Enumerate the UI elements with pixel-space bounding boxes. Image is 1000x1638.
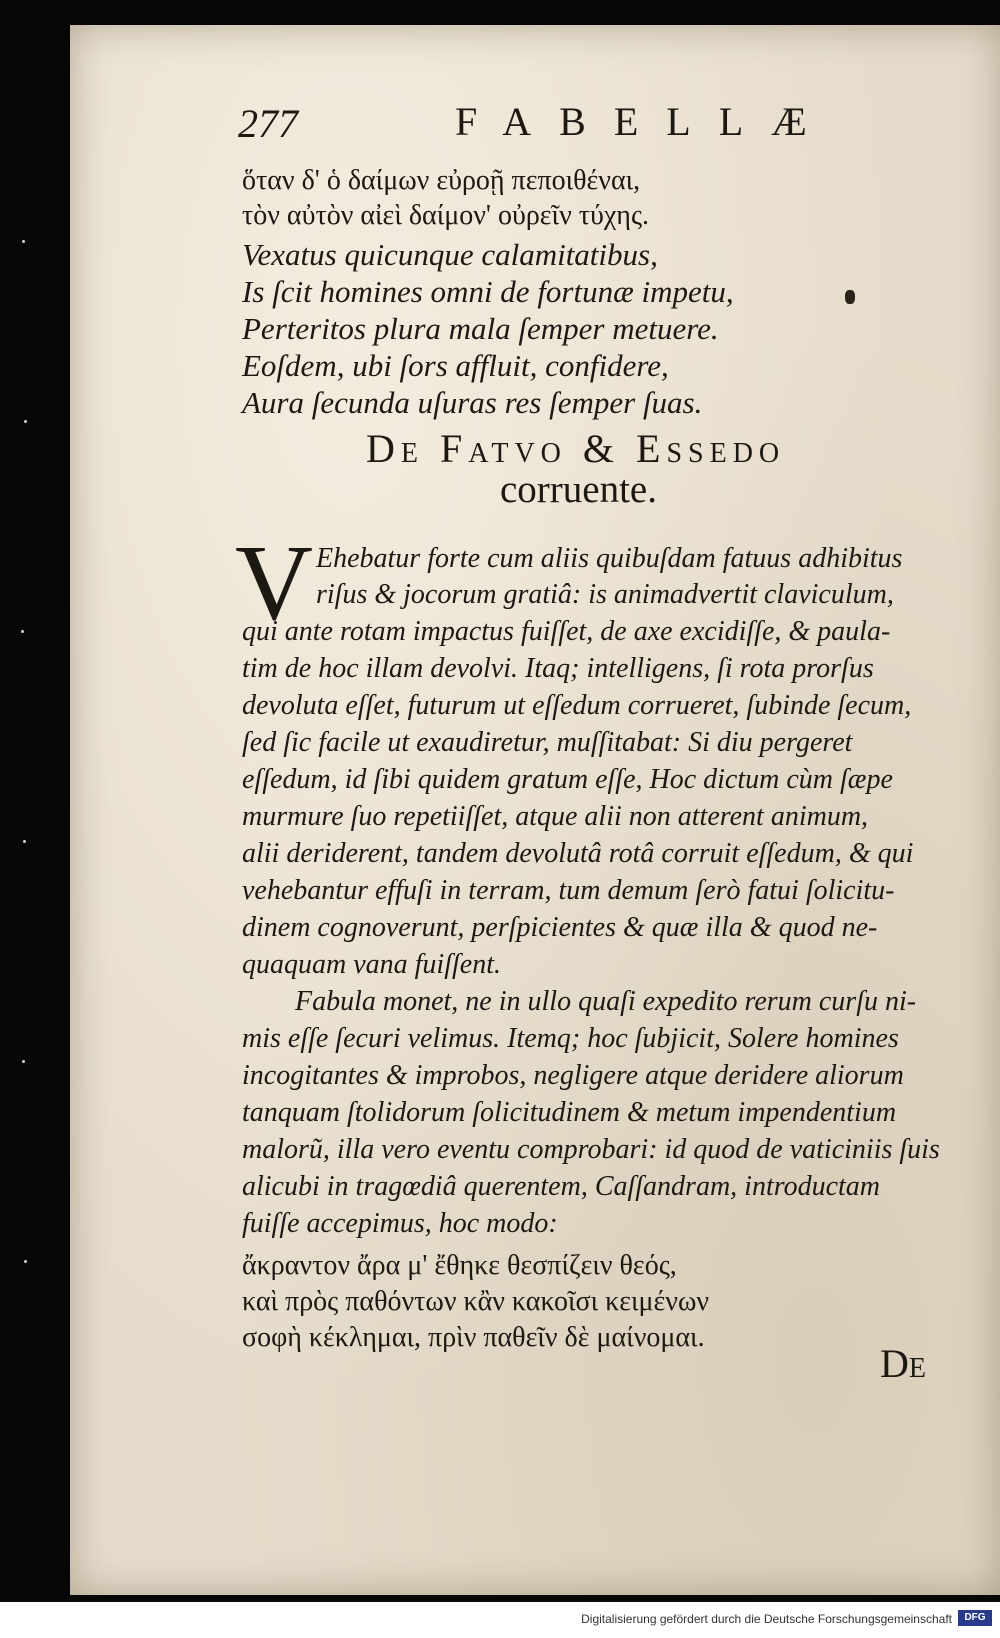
- body-line: Ehebatur forte cum aliis quibuſdam fatuus adhibitus: [316, 543, 903, 574]
- body-line: mis eſſe ſecuri velimus. Itemq; hoc ſubjicit, Solere homines: [242, 1023, 899, 1054]
- body-line: ſed ſic facile ut exaudiretur, muſſitabat: Si diu pergeret: [242, 727, 853, 758]
- greek-verse-line: ὅταν δ' ὁ δαίμων εὐροῇ πεποιθέναι,: [242, 165, 641, 196]
- latin-verse-line: Perteritos plura mala ſemper metuere.: [242, 311, 719, 346]
- body-line: alicubi in tragœdiâ querentem, Caſſandram, introductam: [242, 1171, 881, 1202]
- greek-quote-line: καὶ πρὸς παθόντων κἂν κακοῖσι κειμένων: [242, 1286, 710, 1317]
- body-line: riſus & jocorum gratiâ: is animadvertit claviculum,: [316, 579, 894, 610]
- fable-title: De Fatvo & Essedo: [366, 426, 786, 471]
- body-line: murmure ſuo repetiiſſet, atque alii non atterent animum,: [242, 801, 869, 832]
- greek-quote-line: ἄκραντον ἄρα μ' ἔθηκε θεσπίζειν θεός,: [242, 1250, 677, 1281]
- body-line: fuiſſe accepimus, hoc modo:: [242, 1208, 558, 1239]
- page-number: 277: [238, 101, 298, 146]
- body-line: quaquam vana fuiſſent.: [242, 949, 501, 980]
- fable-title-continued: corruente.: [500, 468, 657, 511]
- drop-capital: V: [235, 524, 313, 643]
- body-line: malorũ, illa vero eventu comprobari: id quod de vaticiniis ſuis: [242, 1134, 940, 1165]
- catchword: De: [880, 1341, 926, 1386]
- greek-quote-line: σοφὴ κέκλημαι, πρὶν παθεῖν δὲ μαίνομαι.: [242, 1322, 705, 1353]
- body-line: tim de hoc illam devolvi. Itaq; intelligens, ſi rota prorſus: [242, 653, 874, 684]
- latin-verse-line: Aura ſecunda uſuras res ſemper ſuas.: [242, 385, 703, 420]
- body-line: incogitantes & improbos, negligere atque deridere aliorum: [242, 1060, 904, 1091]
- body-line: vehebantur effuſi in terram, tum demum ſerò fatui ſolicitu-: [242, 875, 895, 906]
- footer-bar: [0, 1602, 1000, 1638]
- scan-border-dots: [18, 200, 58, 1300]
- ink-stain: [845, 290, 855, 304]
- body-line: tanquam ſtolidorum ſolicitudinem & metum impendentium: [242, 1097, 897, 1128]
- running-head: FABELLÆ: [455, 99, 835, 144]
- latin-verse-line: Eoſdem, ubi ſors affluit, confidere,: [242, 348, 669, 383]
- funding-credit: Digitalisierung gefördert durch die Deutsche Forschungsgemeinschaft: [581, 1612, 952, 1626]
- book-page: [70, 25, 1000, 1595]
- latin-verse-line: Is ſcit homines omni de fortunæ impetu,: [242, 274, 734, 309]
- greek-verse-line: τὸν αὐτὸν αἰεὶ δαίμον' οὐρεῖν τύχης.: [242, 200, 650, 231]
- body-line: Fabula monet, ne in ullo quaſi expedito rerum curſu ni-: [295, 986, 917, 1017]
- dfg-logo: DFG: [958, 1610, 992, 1626]
- body-line: dinem cognoverunt, perſpicientes & quæ illa & quod ne-: [242, 912, 878, 943]
- body-line: qui ante rotam impactus fuiſſet, de axe excidiſſe, & paula-: [242, 616, 891, 647]
- body-line: devoluta eſſet, futurum ut eſſedum corrueret, ſubinde ſecum,: [242, 690, 912, 721]
- body-line: eſſedum, id ſibi quidem gratum eſſe, Hoc dictum cùm ſæpe: [242, 764, 893, 795]
- latin-verse-line: Vexatus quicunque calamitatibus,: [242, 237, 658, 272]
- body-line: alii deriderent, tandem devolutâ rotâ corruit eſſedum, & qui: [242, 838, 914, 869]
